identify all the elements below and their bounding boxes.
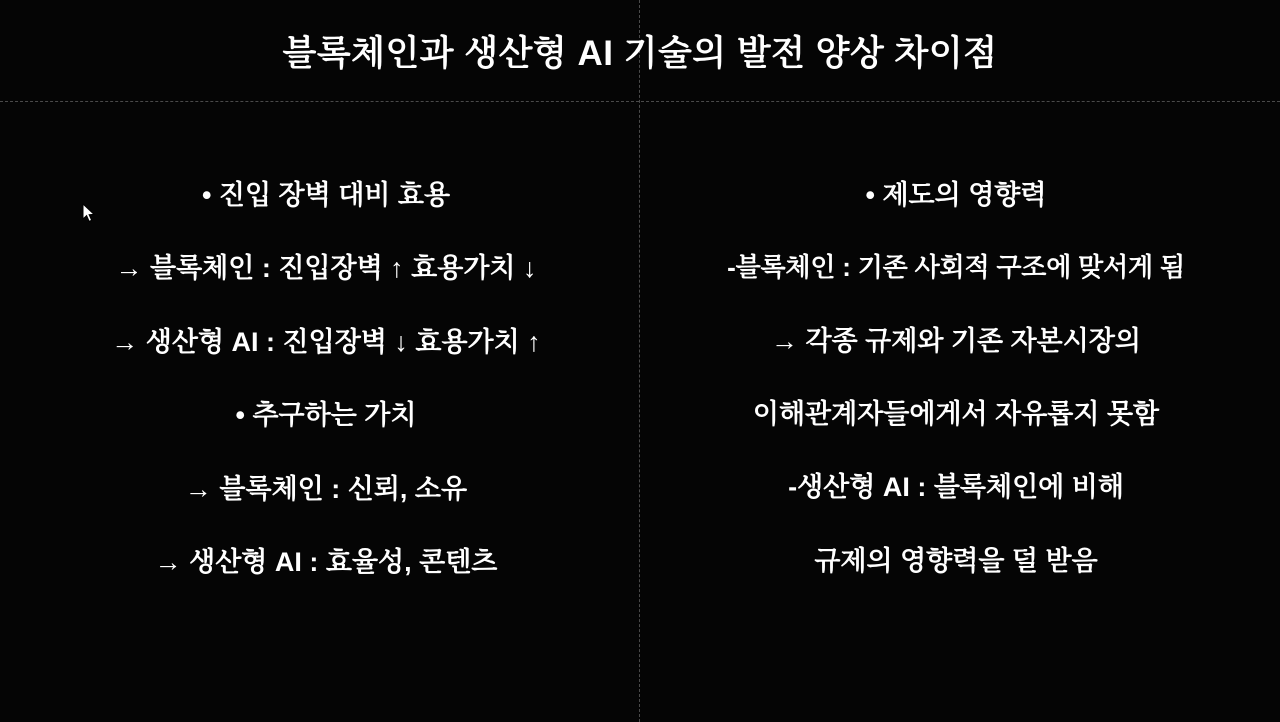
left-line-2: → 블록체인 : 진입장벽 ↑ 효용가치 ↓ [115,253,537,284]
left-line-1: • 진입 장벽 대비 효용 [201,180,451,210]
right-line-5: -생산형 AI : 블록체인에 비해 [788,472,1124,503]
right-column [640,101,1280,722]
slide-body [0,101,1280,722]
left-line-4: • 추구하는 가치 [235,400,417,431]
left-line-3: → 생산형 AI : 진입장벽 ↓ 효용가치 ↑ [111,326,541,357]
left-column [0,101,640,722]
right-line-6: 규제의 영향력을 덜 받음 [814,545,1098,576]
left-line-5: → 블록체인 : 신뢰, 소유 [184,473,468,504]
left-line-6: → 생산형 AI : 효율성, 콘텐츠 [154,546,498,577]
right-line-1: • 제도의 영향력 [865,180,1047,210]
slide-title-area [0,0,1280,101]
right-line-2: -블록체인 : 기존 사회적 구조에 맞서게 됨 [727,252,1185,283]
right-line-3: → 각종 규제와 기존 자본시장의 [771,325,1141,356]
right-line-4: 이해관계자들에게서 자유롭지 못함 [752,398,1160,429]
mouse-pointer-icon [82,203,96,223]
page-title: 블록체인과 생산형 AI 기술의 발전 양상 차이점 [282,33,998,73]
